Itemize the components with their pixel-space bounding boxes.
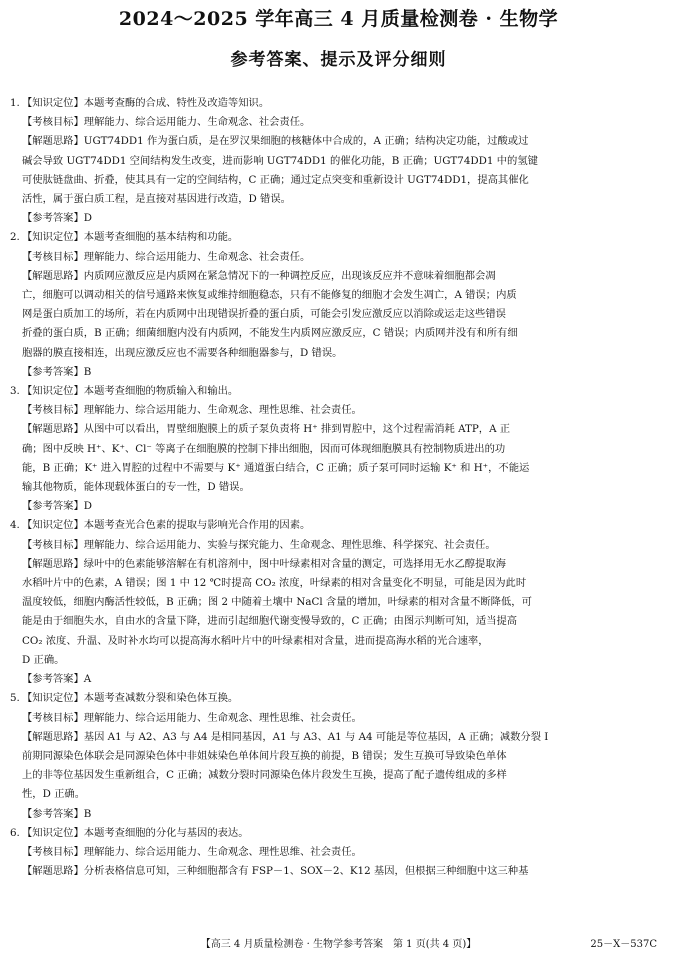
answer-line: [22, 363, 658, 382]
question-number: 4.: [10, 519, 20, 532]
answer-text: 能是由于细胞失水，自由水的含量下降，进而引起细胞代谢变慢导致的，C 正确；由图示判断可知，适当提高: [22, 615, 518, 628]
answer-line: [22, 574, 658, 593]
answer-text: 【参考答案】B: [22, 365, 92, 378]
answer-text: 【知识定位】本题考查细胞的分化与基因的表达。: [22, 826, 249, 839]
answer-line: [10, 382, 658, 401]
answer-text: 【解题思路】基因 A1 与 A2、A3 与 A4 是相同基因，A1 与 A3、A1 与 A4 可能是等位基因，A 正确；减数分裂 Ⅰ: [22, 730, 549, 743]
footer-code: 25－X－537C: [590, 939, 657, 950]
answer-text: 【考核目标】理解能力、综合运用能力、生命观念、社会责任。: [22, 250, 311, 263]
answer-line: [22, 593, 658, 612]
question-block: [10, 516, 658, 689]
answer-text: D 正确。: [22, 653, 65, 666]
answer-line: [22, 478, 658, 497]
answer-text: 【知识定位】本题考查光合色素的提取与影响光合作用的因素。: [22, 519, 311, 532]
answer-line: [22, 305, 658, 324]
answer-text: 【解题思路】内质网应激反应是内质网在紧急情况下的一种调控反应，出现该反应并不意味着细胞都会凋: [22, 269, 496, 282]
answer-line: [22, 420, 658, 439]
answer-text: 【考核目标】理解能力、综合运用能力、实验与探究能力、生命观念、理性思维、科学探究、社会责任。: [22, 538, 496, 551]
question-block: [10, 382, 658, 516]
question-number: 3.: [10, 385, 20, 398]
answer-text: 水稻叶片中的色素，A 错误；图 1 中 12 ℃时提高 CO₂ 浓度，叶绿素的相对含量变化不明显，可能是因为此时: [22, 577, 527, 590]
question-number: 6.: [10, 826, 20, 839]
answer-text: 【参考答案】A: [22, 673, 92, 686]
answer-line: [22, 459, 658, 478]
answer-line: [22, 747, 658, 766]
answer-text: 【解题思路】分析表格信息可知，三种细胞都含有 FSP－1、SOX－2、K12 基因，但根据三种细胞中这三种基: [22, 865, 529, 878]
answer-text: 【知识定位】本题考查减数分裂和染色体互换。: [22, 692, 239, 705]
answer-line: [22, 670, 658, 689]
question-block: [10, 824, 658, 882]
answer-text: 【解题思路】UGT74DD1 作为蛋白质，是在罗汉果细胞的核糖体中合成的，A 正确；结构决定功能，过酸或过: [22, 135, 529, 148]
answer-text: 【考核目标】理解能力、综合运用能力、生命观念、理性思维、社会责任。: [22, 845, 362, 858]
question-block: [10, 228, 658, 382]
answer-line: [22, 555, 658, 574]
answer-text: 【知识定位】本题考查细胞的基本结构和功能。: [22, 231, 239, 244]
answer-line: [22, 862, 658, 881]
question-number: 2.: [10, 231, 20, 244]
answer-line: [10, 228, 658, 247]
answer-text: 【知识定位】本题考查酶的合成、特性及改造等知识。: [22, 97, 270, 109]
answer-line: [22, 843, 658, 862]
answer-text: 【考核目标】理解能力、综合运用能力、生命观念、理性思维、社会责任。: [22, 404, 362, 417]
answer-text: 【参考答案】D: [22, 500, 93, 513]
answer-text: 【参考答案】B: [22, 807, 92, 820]
answer-line: [10, 516, 658, 535]
document-title: 2024～2025 学年高三 4 月质量检测卷 · 生物学: [118, 8, 559, 30]
answer-text: 【知识定位】本题考查细胞的物质输入和输出。: [22, 385, 239, 398]
answer-line: [22, 401, 658, 420]
answer-line: [22, 728, 658, 747]
answer-text: 折叠的蛋白质，B 正确；细菌细胞内没有内质网，不能发生内质网应激反应，C 错误；内质网并没有和所有细: [22, 327, 518, 340]
answer-line: [22, 612, 658, 631]
answer-line: [22, 651, 658, 670]
answer-line: [22, 209, 658, 228]
answer-line: [22, 785, 658, 804]
answer-line: [22, 113, 658, 132]
question-number: 1.: [10, 97, 20, 109]
answer-text: 胞器的膜直接相连，出现应激反应也不需要各种细胞器参与，D 错误。: [22, 346, 343, 359]
answer-text: 【考核目标】理解能力、综合运用能力、生命观念、理性思维、社会责任。: [22, 711, 362, 724]
answer-line: [22, 152, 658, 171]
answer-line: [10, 689, 658, 708]
answer-text: 【解题思路】绿叶中的色素能够溶解在有机溶剂中，图中叶绿素相对含量的测定，可选择用无水乙醇提取海: [22, 557, 506, 570]
answer-line: [22, 766, 658, 785]
answer-line: [10, 94, 658, 113]
answer-text: 可使肽链盘曲、折叠，使其具有一定的空间结构，C 正确；通过定点突变和重新设计 UGT74DD1，提高其催化: [22, 173, 529, 186]
answer-line: [22, 632, 658, 651]
answer-text: 确；图中反映 H⁺、K⁺、Cl⁻ 等离子在细胞膜的控制下排出细胞，因而可体现细胞膜具有控制物质进出的功: [22, 442, 506, 455]
answer-text: 【参考答案】D: [22, 212, 93, 225]
answer-line: [22, 344, 658, 363]
answer-line: [22, 286, 658, 305]
question-block: [10, 689, 658, 823]
answer-line: [22, 324, 658, 343]
question-block: [10, 94, 658, 228]
answer-line: [22, 709, 658, 728]
document-subtitle: 参考答案、提示及评分细则: [230, 50, 447, 70]
answer-text: 网是蛋白质加工的场所，若在内质网中出现错误折叠的蛋白质，可能会引发应激反应以消除或运走这些错误: [22, 308, 506, 321]
answer-content: [10, 94, 658, 881]
answer-text: CO₂ 浓度、升温、及时补水均可以提高海水稻叶片中的叶绿素相对含量，进而提高海水稻的光合速率，: [22, 634, 489, 647]
answer-text: 【考核目标】理解能力、综合运用能力、生命观念、社会责任。: [22, 116, 311, 129]
footer-page-info: 【高三 4 月质量检测卷 · 生物学参考答案 第 1 页(共 4 页)】: [200, 939, 477, 950]
answer-line: [22, 190, 658, 209]
answer-line: [22, 248, 658, 267]
answer-text: 能，B 正确；K⁺ 进入胃腔的过程中不需要与 K⁺ 通道蛋白结合，C 正确；质子泵可同时运输 K⁺ 和 H⁺，不能运: [22, 461, 530, 474]
question-number: 5.: [10, 692, 20, 705]
answer-text: 活性，属于蛋白质工程，是直接对基因进行改造，D 错误。: [22, 193, 291, 206]
answer-line: [22, 132, 658, 151]
answer-line: [22, 171, 658, 190]
answer-line: [22, 805, 658, 824]
answer-line: [22, 267, 658, 286]
answer-line: [22, 497, 658, 516]
answer-text: 前期同源染色体联会是同源染色体中非姐妹染色单体间片段互换的前提，B 错误；发生互换可导致染色单体: [22, 749, 507, 762]
answer-text: 亡，细胞可以调动相关的信号通路来恢复或维持细胞稳态，只有不能修复的细胞才会发生凋亡，A 错误；内质: [22, 289, 517, 302]
answer-text: 上的非等位基因发生重新组合，C 正确；减数分裂时同源染色体片段发生互换，提高了配子遗传组成的多样: [22, 769, 507, 782]
answer-text: 【解题思路】从图中可以看出，胃壁细胞膜上的质子泵负责将 H⁺ 排到胃腔中，这个过程需消耗 ATP，A 正: [22, 423, 511, 436]
answer-text: 碱会导致 UGT74DD1 空间结构发生改变，进而影响 UGT74DD1 的催化功能，B 正确；UGT74DD1 中的氢键: [22, 154, 538, 167]
answer-text: 输其他物质，能体现载体蛋白的专一性，D 错误。: [22, 481, 250, 494]
answer-text: 性，D 正确。: [22, 788, 86, 801]
answer-line: [22, 536, 658, 555]
answer-line: [10, 824, 658, 843]
answer-line: [22, 440, 658, 459]
answer-text: 温度较低，细胞内酶活性较低，B 正确；图 2 中随着土壤中 NaCl 含量的增加，叶绿素的相对含量不断降低，可: [22, 596, 532, 609]
